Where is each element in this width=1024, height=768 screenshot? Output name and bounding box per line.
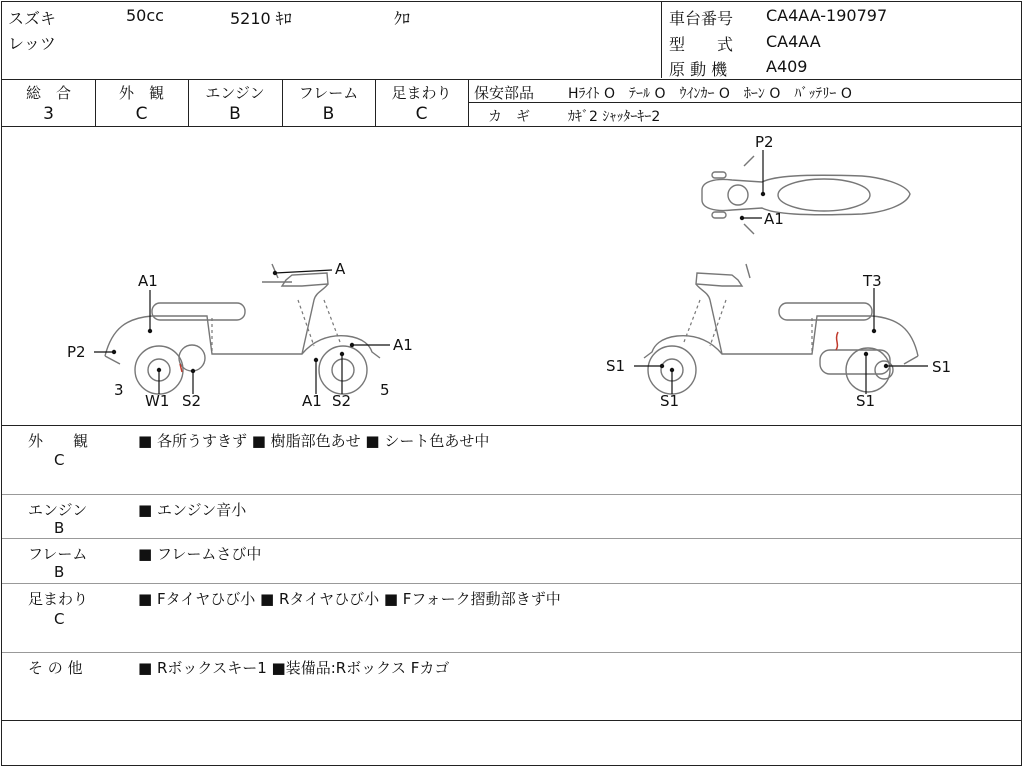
label-3: 3 (114, 381, 124, 399)
divider (2, 720, 1021, 721)
note-exterior-text: ■ 各所うすきず ■ 樹脂部色あせ ■ シート色あせ中 (138, 432, 490, 450)
label-a1-seat: A1 (138, 272, 158, 290)
divider (2, 494, 1021, 495)
label-t3: T3 (863, 272, 882, 290)
label-s2-left: S2 (182, 392, 202, 410)
note-frame-grade: B (54, 563, 65, 581)
label-p2-rear: P2 (67, 343, 86, 361)
grade-frame-label: フレーム (298, 84, 359, 102)
label-s2-right: S2 (332, 392, 352, 410)
label-w1: W1 (145, 392, 170, 410)
body-color: ｸﾛ (394, 9, 411, 28)
label-a1-front: A1 (393, 336, 413, 354)
label-s1-front-wheel: S1 (660, 392, 680, 410)
note-frame-title: フレーム (28, 545, 88, 563)
frame-no: CA4AA-190797 (766, 6, 888, 25)
divider (2, 79, 1021, 80)
note-engine-title: エンジン (28, 501, 88, 519)
grade-overall-label: 総 合 (25, 84, 71, 102)
note-engine-grade: B (54, 519, 65, 537)
label-s1-front-side: S1 (606, 357, 626, 375)
label-top-p2: P2 (755, 133, 774, 151)
grade-suspension-label: 足まわり (391, 84, 452, 102)
scooter-top-view (702, 150, 910, 234)
divider (2, 538, 1021, 539)
note-suspension-title: 足まわり (28, 590, 89, 608)
divider (2, 652, 1021, 653)
inspection-sheet (1, 1, 1022, 766)
engine-value: A409 (766, 57, 808, 76)
header-divider (661, 2, 662, 78)
grade-exterior-label: 外 観 (118, 84, 164, 102)
safety-items: Hﾗｲﾄ O ﾃｰﾙ O ｳｲﾝｶｰ O ﾎｰﾝ O ﾊﾞｯﾃﾘｰ O (568, 86, 852, 102)
maker: スズキ (8, 9, 57, 28)
divider (2, 583, 1021, 584)
key-label: カ ギ (488, 109, 530, 125)
label-a1-floor: A1 (302, 392, 322, 410)
label-top-a1: A1 (764, 210, 784, 228)
note-suspension-text: ■ Fタイヤひび小 ■ Rタイヤひび小 ■ Fフォーク摺動部きず中 (138, 590, 561, 608)
mileage: 5210 ｷﾛ (230, 9, 292, 28)
safety-label: 保安部品 (474, 84, 535, 102)
note-engine-text: ■ エンジン音小 (138, 501, 247, 519)
engine-label: 原 動 機 (669, 60, 728, 79)
note-exterior-grade: C (54, 451, 65, 469)
frame-no-label: 車台番号 (669, 9, 734, 28)
displacement: 50cc (126, 6, 164, 25)
type-value: CA4AA (766, 32, 821, 51)
model-name: レッツ (8, 34, 56, 53)
grade-engine-label: エンジン (205, 84, 265, 102)
note-suspension-grade: C (54, 610, 65, 628)
grade-exterior-value: C (135, 104, 148, 124)
label-s1-rear-wheel: S1 (856, 392, 876, 410)
grade-suspension-value: C (415, 104, 428, 124)
key-value: ｶｷﾞ2 ｼｬｯﾀｰｷｰ2 (568, 109, 661, 125)
grade-engine-value: B (229, 104, 241, 124)
label-s1-rear-side: S1 (932, 358, 952, 376)
scooter-right-view (634, 264, 928, 394)
note-other-title: そ の 他 (28, 659, 83, 677)
grade-overall-value: 3 (43, 104, 54, 124)
note-exterior-title: 外 観 (28, 432, 89, 450)
grade-frame-value: B (322, 104, 335, 124)
label-a: A (335, 260, 346, 278)
note-frame-text: ■ フレームさび中 (138, 545, 262, 563)
label-5: 5 (380, 381, 390, 399)
note-other-text: ■ Rボックスキー1 ■装備品:Rボックス Fカゴ (138, 659, 450, 677)
type-label: 型 式 (669, 35, 734, 54)
divider (2, 126, 1021, 127)
divider (2, 425, 1021, 426)
